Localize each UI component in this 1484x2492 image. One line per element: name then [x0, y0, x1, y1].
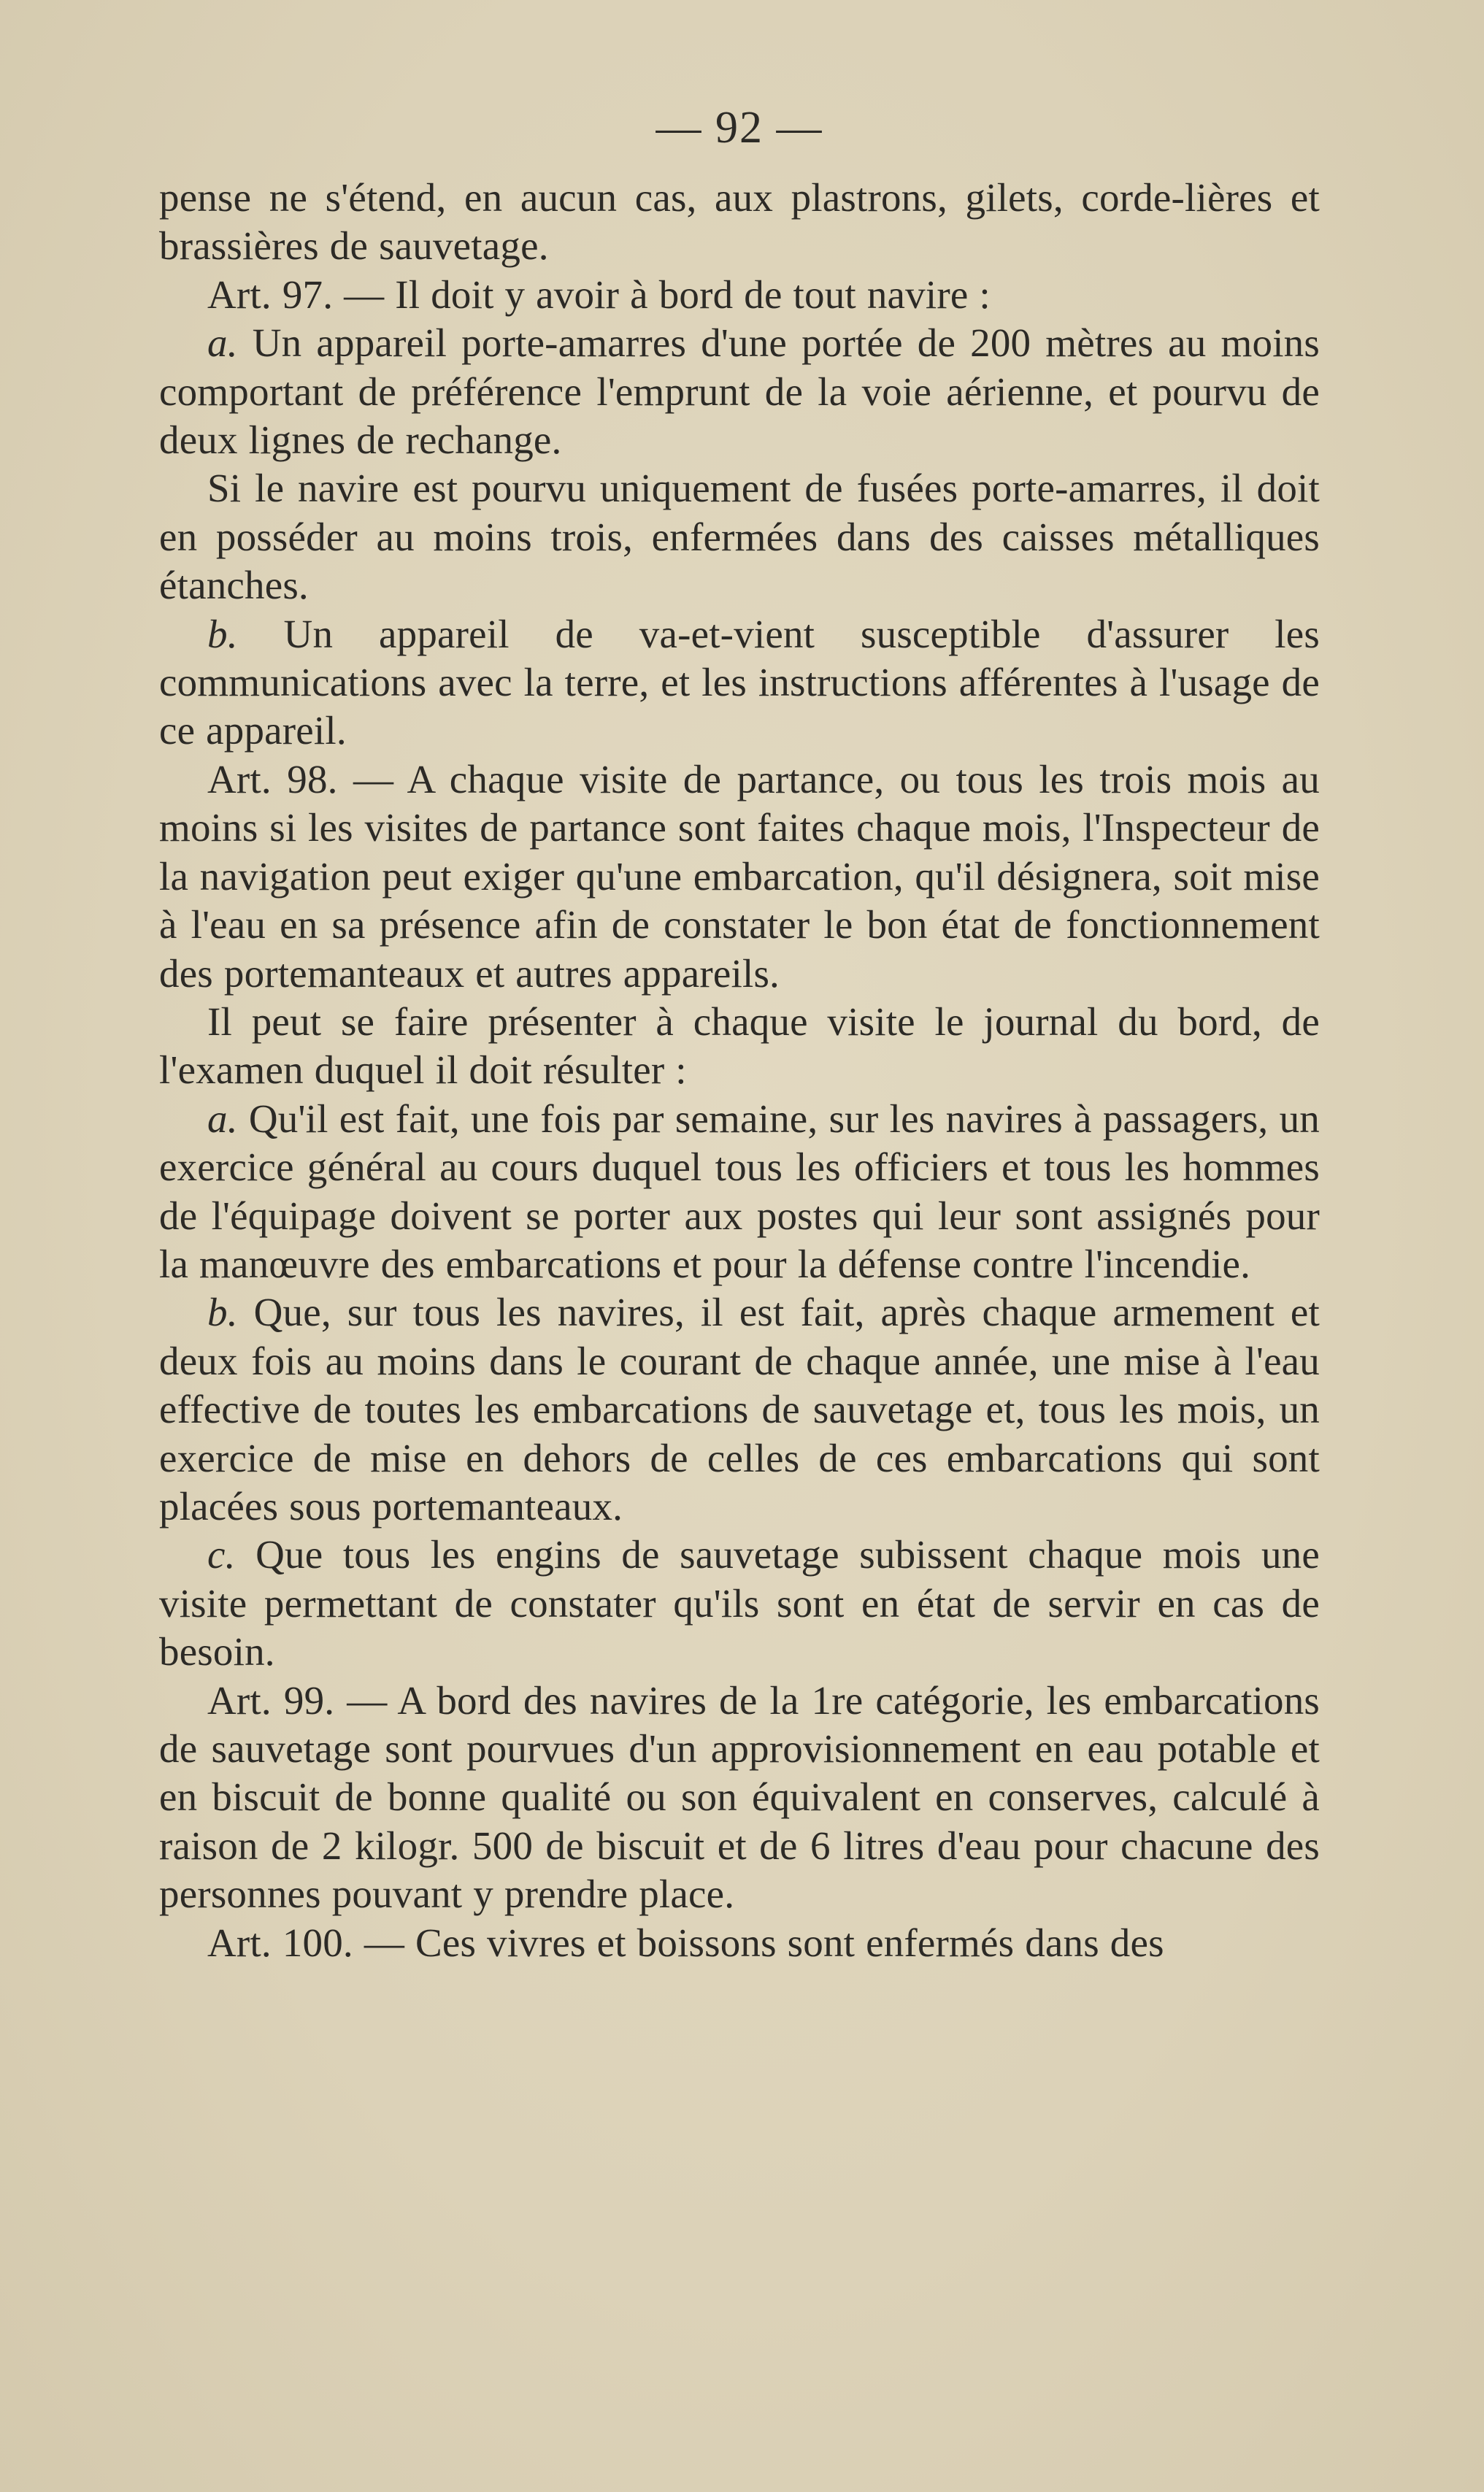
item-label: a.: [207, 1096, 238, 1141]
paragraph-text: Que tous les engins de sauvetage subissent chaque mois une visite permettant de constater qu'ils sont en état de servir en cas de besoin.: [159, 1532, 1320, 1674]
item-label: b.: [207, 611, 238, 656]
paragraph-art-97-b: [159, 610, 1320, 755]
paragraph-text: pense ne s'étend, en aucun cas, aux plastrons, gilets, corde-lières et brassières de sauvetage.: [159, 175, 1320, 269]
paragraph-1: [159, 174, 1320, 271]
paragraph-text: Art. 97. — Il doit y avoir à bord de tout navire :: [207, 272, 991, 317]
page-number: — 92 —: [656, 103, 823, 153]
paragraph-text: Un appareil porte-amarres d'une portée de 200 mètres au moins comportant de préférence l'emprunt de la voie aérienne, et pourvu de deux lignes de rechange.: [159, 320, 1320, 463]
paragraph-journal: [159, 998, 1320, 1095]
paragraph-art-97: [159, 271, 1320, 319]
paragraph-text: Qu'il est fait, une fois par semaine, sur les navires à passagers, un exercice général au cours duquel tous les officiers et tous les hommes de l'équipage doivent se porter aux postes qui leur sont assignés pour la manœuvre des embarcations et pour la défense contre l'incendie.: [159, 1096, 1320, 1286]
document-page: [159, 95, 1320, 1967]
paragraph-text: Il peut se faire présenter à chaque visite le journal du bord, de l'examen duquel il doit résulter :: [159, 999, 1320, 1093]
item-label: a.: [207, 320, 238, 366]
item-label: c.: [207, 1532, 236, 1577]
paragraph-text: Art. 99. — A bord des navires de la 1re catégorie, les embarcations de sauvetage sont pourvues d'un approvisionnement en eau potable et en biscuit de bonne qualité ou son équivalent en conserves, calculé à raison de 2 kilogr. 500 de biscuit et de 6 litres d'eau pour chacune des personnes pouvant y prendre place.: [159, 1677, 1320, 1917]
paragraph-art-97-a: [159, 319, 1320, 464]
paragraph-art-98: [159, 755, 1320, 998]
paragraph-art-98-c: [159, 1531, 1320, 1676]
paragraph-art-98-a: [159, 1095, 1320, 1289]
paragraph-art-98-b: [159, 1288, 1320, 1531]
paragraph-text: Que, sur tous les navires, il est fait, après chaque armement et deux fois au moins dans le courant de chaque année, une mise à l'eau effective de toutes les embarcations de sauvetage et, tous les mois, un exercice de mise en dehors de celles de ces embarcations qui sont placées sous portemanteaux.: [159, 1290, 1320, 1528]
paragraph-text: Art. 98. — A chaque visite de partance, ou tous les trois mois au moins si les visites de partance sont faites chaque mois, l'Inspecteur de la navigation peut exiger qu'une embarcation, qu'il désignera, soit mise à l'eau en sa présence afin de constater le bon état de fonctionnement des portemanteaux et autres appareils.: [159, 756, 1320, 996]
paragraph-text: Un appareil de va-et-vient susceptible d'assurer les communications avec la terre, et les instructions afférentes à l'usage de ce appareil.: [159, 611, 1320, 753]
paragraph-text: Art. 100. — Ces vivres et boissons sont enfermés dans des: [207, 1920, 1164, 1965]
item-label: b.: [207, 1290, 238, 1335]
paragraph-fusees: [159, 464, 1320, 609]
paragraph-text: Si le navire est pourvu uniquement de fusées porte-amarres, il doit en posséder au moins trois, enfermées dans des caisses métalliques étanches.: [159, 466, 1320, 608]
paragraph-art-99: [159, 1677, 1320, 1919]
paragraph-art-100: [159, 1919, 1320, 1967]
